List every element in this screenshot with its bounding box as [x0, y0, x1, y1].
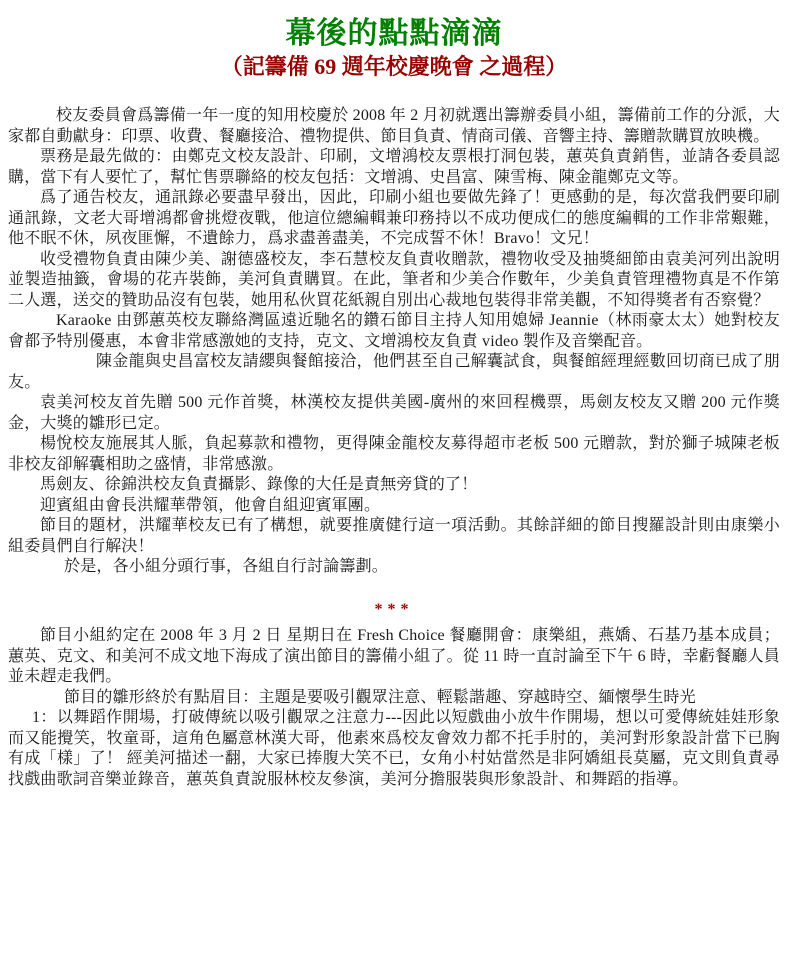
paragraph-12: 於是，各小組分頭行事，各組自行討論籌劃。: [64, 558, 389, 575]
page-title: 幕後的點點滴滴: [285, 17, 503, 50]
paragraph-15: 節目的雛形終於有點眉目：主題是要吸引觀眾注意、輕鬆諧趣、穿越時空、緬懷學生時光: [64, 688, 696, 706]
paragraph-6: 陳金龍與史昌富校友請纓與餐館接洽，他們甚至自己解囊試食，與餐館經理經數回切商已成了朋友。: [8, 353, 780, 391]
paragraph-9: 馬劍友、徐錦洪校友負責攝影、錄像的大任是責無旁貸的了！: [40, 476, 478, 493]
paragraph-1: 校友委員會爲籌備一年一度的知用校慶於 2008 年 2 月初就選出籌辦委員小組，籌備前工作的分派，大家都自動獻身：印票、收費、餐廳接洽、禮物提供、節目負責、情商司儀、音響主持、籌贈款購買放映機。: [8, 107, 780, 145]
paragraph-4: 收受禮物負責由陳少美、謝德盛校友，李石慧校友負責收贈款，禮物收受及抽獎細節由袁美河列出說明並製造抽籤，會場的花卉裝飾，美河負責購買。在此，筆者和少美合作數年，少美負責管理禮物真是不作第二人選，送交的贊助品沒有包裝，她用私伙買花紙親自別出心裁地包裝得非常美觀，不知得獎者有否察覺？: [8, 250, 780, 309]
paragraph-7: 袁美河校友首先贈 500 元作首獎，林漢校友提供美國-廣州的來回程機票，馬劍友校友又贈 200 元作獎金，大獎的雛形已定。: [8, 394, 780, 432]
paragraph-3: 爲了通告校友，通訊錄必要盡早發出，因此，印刷小組也要做先鋒了！更感動的是，每次當我們要印刷通訊錄，文老大哥增鴻都會挑燈夜戰，他這位總編輯兼印務持以不成功便成仁的態度編輯的工作非常艱難，他不眠不休，夙夜匪懈，不遺餘力，爲求盡善盡美，不完成誓不休！Bravo！文兄！: [8, 189, 780, 247]
page-subtitle: （記籌備 69 週年校慶晚會 之過程）: [220, 54, 568, 79]
paragraph-8: 楊悅校友施展其人脈，負起募款和禮物，更得陳金龍校友募得超市老板 500 元贈款，對於獅子城陳老板非校友卻解囊相助之盛情，非常感激。: [8, 435, 780, 473]
paragraph-2: 票務是最先做的：由鄭克文校友設計、印刷，文增鴻校友票根打洞包裝，蕙英負責銷售，並請各委員認購，當下有人要忙了，幫忙售票聯絡的校友包括：文增鴻、史昌富、陳雪梅、陳金龍鄭克文等。: [8, 148, 780, 186]
paragraph-10: 迎賓組由會長洪耀華帶領，他會自組迎賓軍團。: [40, 496, 381, 514]
paragraph-14: 節目小組約定在 2008 年 3 月 2 日 星期日在 Fresh Choice 餐廳開會：康樂組，燕嬌、石基乃基本成員；蕙英、克文、和美河不成文地下海成了演出節目的籌備小組了。從 11 時一直討論至下午 6 時，幸虧餐廳人員並未趕走我們。: [8, 627, 780, 685]
paragraph-16: 1：以舞蹈作開場，打破傳統以吸引觀眾之注意力---因此以短戲曲小放牛作開場，想以可愛傳統娃娃形象而又能攪笑，牧童哥，這角色屬意林漢大哥，他素來爲校友會效力都不托手肘的，美河對形象設計當下已胸有成「樣」了！ 經美河描述一翻，大家已捧腹大笑不已，女角小村姑當然是非阿嬌組長莫屬，克文則負責尋找戲曲歌詞音樂並錄音，蕙英負責說服林校友參演，美河分擔服裝與形象設計、和舞蹈的指導。: [8, 709, 780, 788]
paragraph-5: Karaoke 由鄧蕙英校友聯絡灣區遠近馳名的鑽石節目主持人知用媳婦 Jeannie（林雨豪太太）她對校友會都予特別優惠，本會非常感激她的支持，克文、文增鴻校友負責 video 製作及音樂配音。: [8, 312, 780, 350]
document-body: [8, 106, 780, 790]
paragraph-11: 節目的題材，洪耀華校友已有了構想，就要推廣健行這一項活動。其餘詳細的節目搜羅設計則由康樂小組委員們自行解決！: [8, 517, 780, 555]
section-separator: ***: [374, 600, 414, 618]
